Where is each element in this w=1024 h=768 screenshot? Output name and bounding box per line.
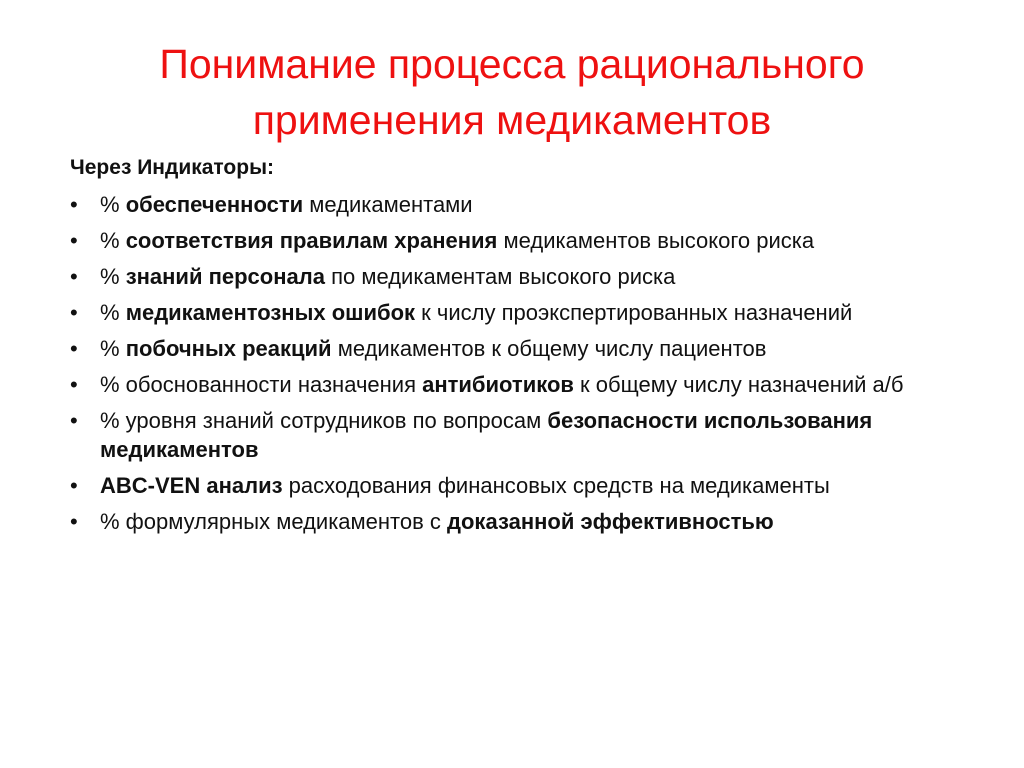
plain-text: % обоснованности назначения (100, 372, 423, 397)
emphasis-text: антибиотиков (422, 372, 574, 397)
list-item (70, 334, 970, 363)
list-item-text (100, 192, 473, 217)
plain-text: % (100, 264, 126, 289)
plain-text: % (100, 336, 126, 361)
indicator-list (70, 190, 970, 543)
list-item (70, 406, 970, 464)
bullet-icon: • (70, 300, 78, 325)
plain-text: % уровня знаний сотрудников по вопросам (100, 408, 548, 433)
bullet-icon: • (70, 509, 78, 534)
emphasis-text: обеспеченности (125, 192, 304, 217)
list-item (70, 507, 970, 536)
list-item-text (100, 264, 675, 289)
plain-text: медикаментов высокого риска (497, 228, 815, 253)
bullet-icon: • (70, 192, 78, 217)
bullet-icon: • (70, 372, 78, 397)
list-item (70, 471, 970, 500)
list-item (70, 298, 970, 327)
plain-text: расходования финансовых средств на медикаменты (282, 473, 830, 498)
emphasis-text: медикаментозных ошибок (125, 300, 416, 325)
plain-text: по медикаментам высокого риска (324, 264, 676, 289)
list-item-text (100, 473, 830, 498)
plain-text: % формулярных медикаментов с (100, 509, 448, 534)
bullet-icon: • (70, 336, 78, 361)
list-item-text (100, 408, 872, 462)
emphasis-text: доказанной эффективностью (447, 509, 774, 534)
emphasis-text: безопасности использования медикаментов (100, 408, 873, 462)
emphasis-text: побочных реакций (125, 336, 332, 361)
plain-text: к общему числу назначений а/б (573, 372, 904, 397)
bullet-icon: • (70, 473, 78, 498)
plain-text: % (100, 300, 126, 325)
bullet-icon: • (70, 264, 78, 289)
list-item (70, 190, 970, 219)
plain-text: к числу проэкспертированных назначений (415, 300, 853, 325)
bullet-icon: • (70, 228, 78, 253)
list-item-text (100, 300, 852, 325)
emphasis-text: ABC-VEN анализ (100, 473, 283, 498)
plain-text: % (100, 228, 126, 253)
plain-text: медикаментами (303, 192, 473, 217)
title-line-2: применения медикаментов (252, 97, 772, 143)
list-item (70, 370, 970, 399)
list-item-text (100, 228, 814, 253)
list-item-text (100, 509, 774, 534)
list-item-text (100, 372, 904, 397)
title-line-1: Понимание процесса рационального (159, 41, 865, 87)
list-item (70, 262, 970, 291)
emphasis-text: соответствия правилам хранения (125, 228, 498, 253)
slide-title (60, 36, 964, 148)
list-item (70, 226, 970, 255)
list-item-text (100, 336, 766, 361)
indicators-heading: Через Индикаторы: (70, 156, 275, 179)
bullet-icon: • (70, 408, 78, 433)
emphasis-text: знаний персонала (125, 264, 325, 289)
plain-text: % (100, 192, 126, 217)
plain-text: медикаментов к общему числу пациентов (331, 336, 767, 361)
